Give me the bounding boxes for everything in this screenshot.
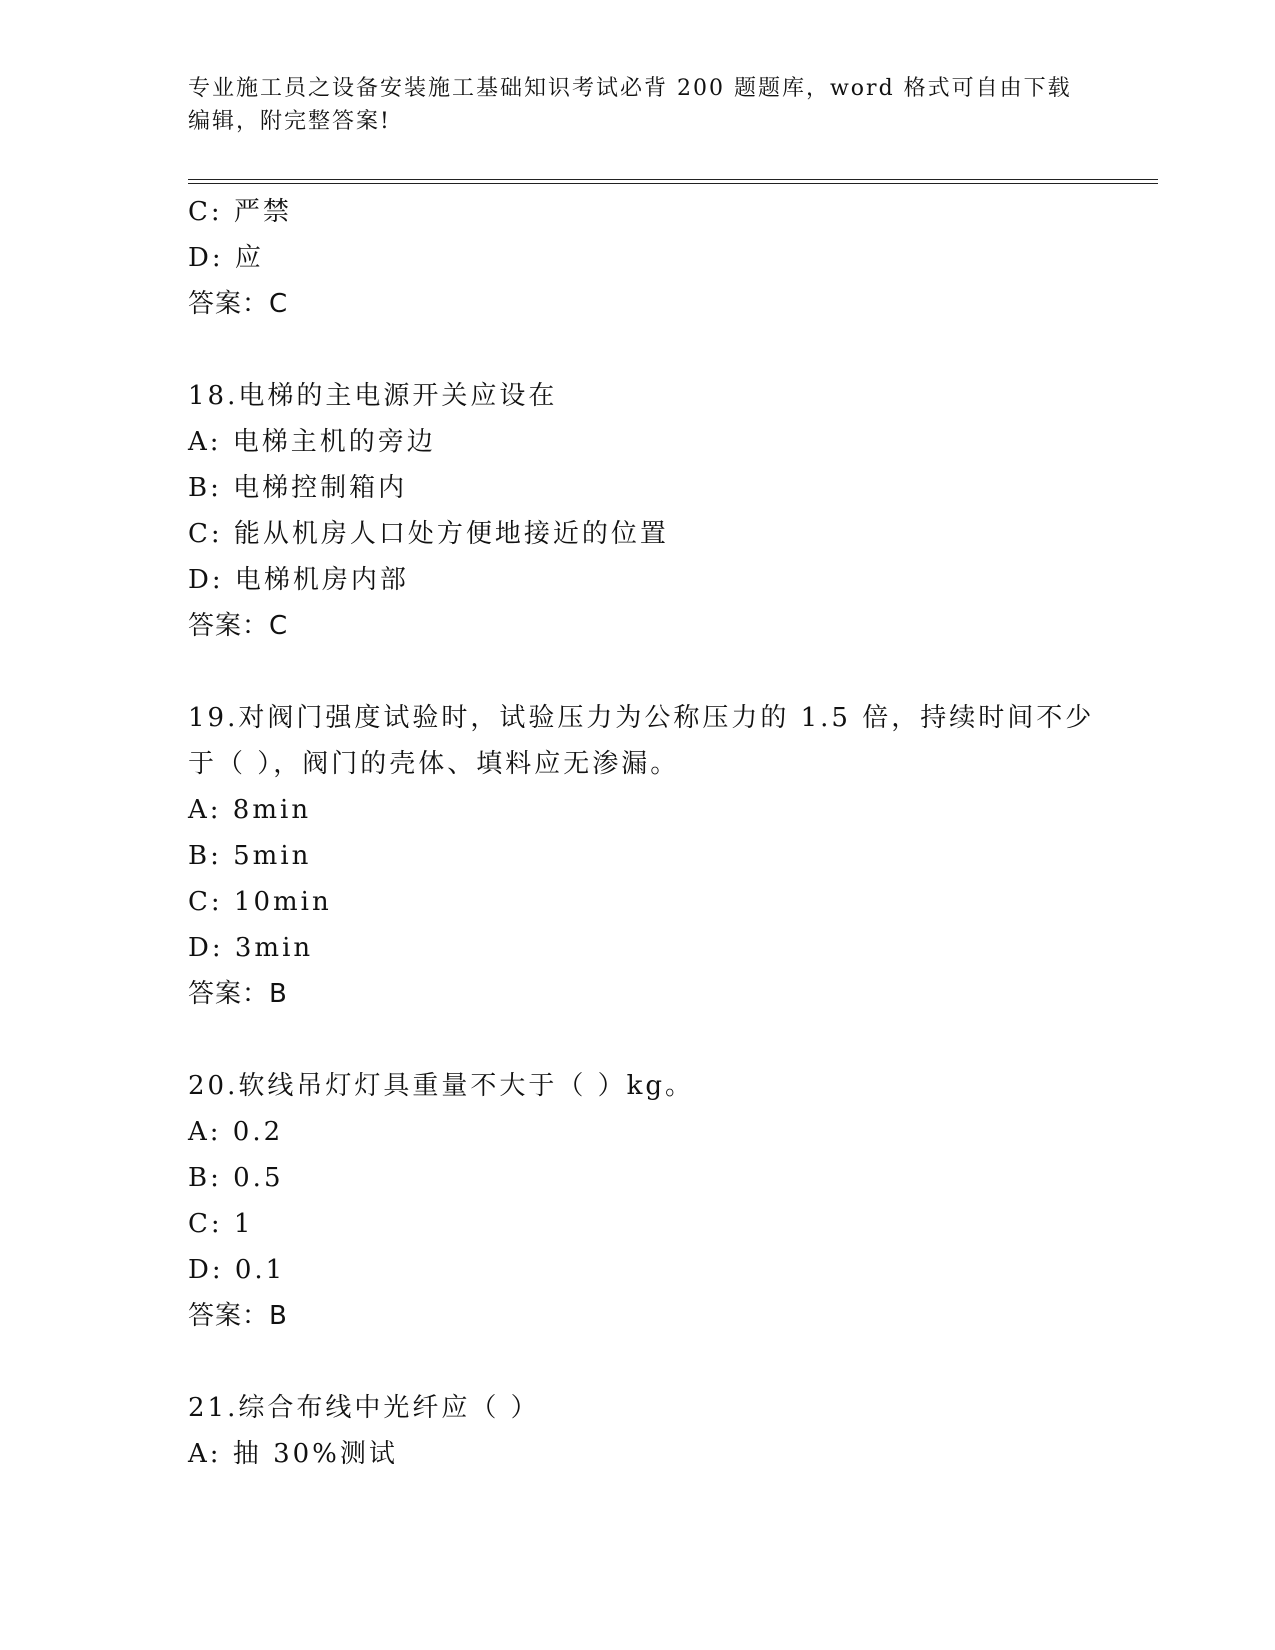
answer: 答案：B xyxy=(188,1301,288,1331)
answer: 答案：C xyxy=(188,611,289,641)
document-header xyxy=(188,72,1088,138)
header-divider-bottom xyxy=(188,183,1158,184)
option-b: B: 电梯控制箱内 xyxy=(188,473,408,503)
question-21 xyxy=(188,1385,1088,1477)
header-divider-top xyxy=(188,179,1158,180)
option-a: A: 电梯主机的旁边 xyxy=(188,427,436,457)
option-b: B: 0.5 xyxy=(188,1163,284,1193)
option-a: A: 0.2 xyxy=(188,1117,284,1147)
question-17-continued xyxy=(188,189,1088,327)
header-title-line-1: 专业施工员之设备安装施工基础知识考试必背 200 题题库，word 格式可自由下载 xyxy=(188,76,1072,101)
option-c: C: 严禁 xyxy=(188,197,292,227)
option-a: A: 8min xyxy=(188,795,312,825)
option-d: D: 应 xyxy=(188,243,264,273)
option-d: D: 3min xyxy=(188,933,314,963)
question-20 xyxy=(188,1063,1088,1339)
option-b: B: 5min xyxy=(188,841,312,871)
header-title-line-2: 编辑，附完整答案! xyxy=(188,109,391,134)
question-stem-line-2: 于（ ），阀门的壳体、填料应无渗漏。 xyxy=(188,749,680,779)
option-d: D: 0.1 xyxy=(188,1255,286,1285)
option-a: A: 抽 30%测试 xyxy=(188,1439,398,1469)
question-stem: 21.综合布线中光纤应（ ） xyxy=(188,1393,540,1423)
question-19 xyxy=(188,695,1095,1017)
question-stem-line-1: 19.对阀门强度试验时，试验压力为公称压力的 1.5 倍，持续时间不少 xyxy=(188,703,1095,733)
question-stem: 20.软线吊灯灯具重量不大于（ ）kg。 xyxy=(188,1071,695,1101)
option-c: C: 能从机房人口处方便地接近的位置 xyxy=(188,519,669,549)
option-c: C: 10min xyxy=(188,887,332,917)
option-d: D: 电梯机房内部 xyxy=(188,565,409,595)
question-list xyxy=(188,189,1095,1477)
answer: 答案：C xyxy=(188,289,289,319)
answer: 答案：B xyxy=(188,979,288,1009)
option-c: C: 1 xyxy=(188,1209,254,1239)
question-18 xyxy=(188,373,1088,649)
question-stem: 18.电梯的主电源开关应设在 xyxy=(188,381,558,411)
